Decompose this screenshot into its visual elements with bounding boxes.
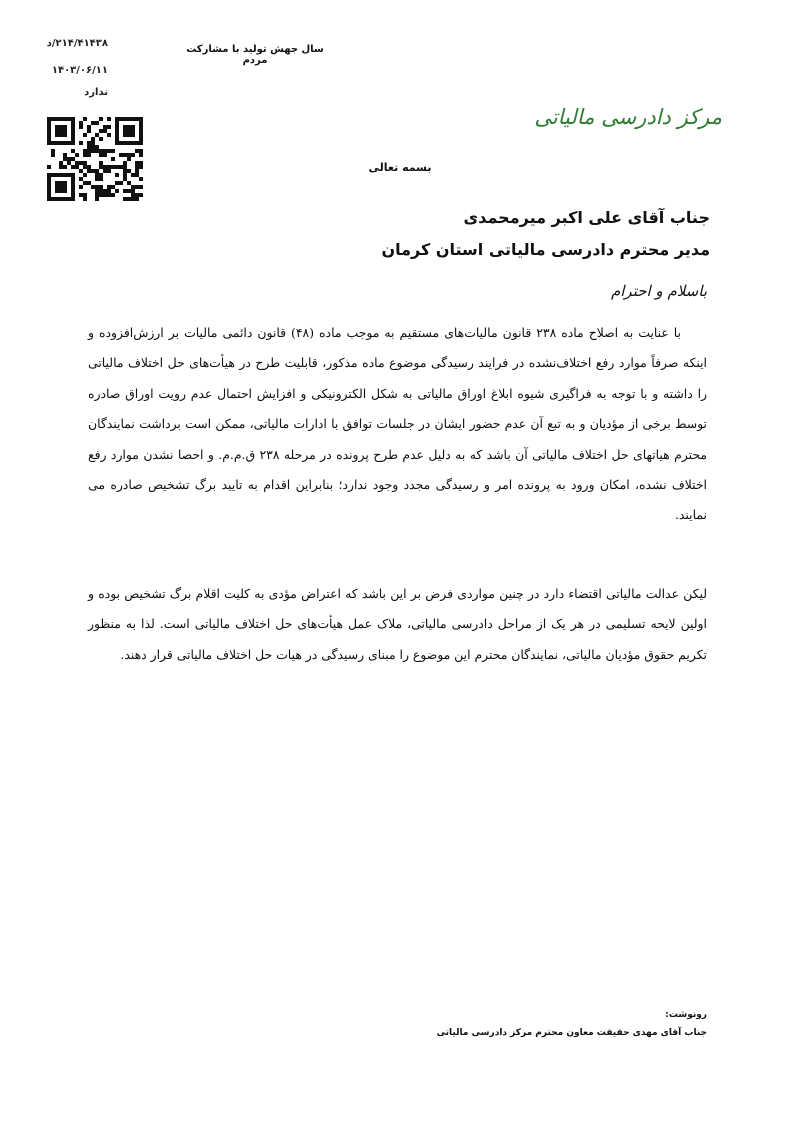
letter-attachment: ندارد xyxy=(84,87,108,98)
body-paragraph-1: با عنایت به اصلاح ماده ۲۳۸ قانون مالیات‌های مستقیم به موجب ماده (۴۸) قانون دائمی مالیات بر ارزش‌افزوده و اینکه صرفاً موارد رفع اختلاف‌نشده در فرایند رسیدگی موضوع ماده مذکور، قابلیت طرح در هیأت‌های حل اختلاف مالیاتی را داشته و با توجه به فراگیری شیوه ابلاغ اوراق مالیاتی به شکل الکترونیکی و افزایش احتمال عدم رویت اوراق صادره توسط برخی از مؤدیان و به تبع آن عدم حضور ایشان در جلسات توافق با ادارات مالیاتی، ممکن است برداشت نمایندگان محترم هیاتهای حل اختلاف مالیاتی آن باشد که به دلیل عدم طرح پرونده در مرحله ۲۳۸ ق.م.م. و احصا نشدن موارد رفع اختلاف نشده، امکان ورود به پرونده امر و رسیدگی مجدد وجود ندارد؛ بنابراین اقدام به تایید برگ تشخیص صادره می نمایند. xyxy=(88,325,707,523)
body-paragraph-2: لیکن عدالت مالیاتی اقتضاء دارد در چنین مواردی فرض بر این باشد که اعتراض مؤدی به کلیت اقلام برگ تشخیص بوده و اولین لایحه تسلیمی در هر یک از مراحل دادرسی مالیاتی، ملاک عمل هیأت‌های حل اختلاف مالیاتی است. لذا به منظور تکریم حقوق مؤدیان مالیاتی، نمایندگان محترم این موضوع را مبنای رسیدگی در هیات حل اختلاف مالیاتی قرار دهند. xyxy=(88,586,707,662)
addressee-name: جناب آقای علی اکبر میرمحمدی xyxy=(463,208,710,227)
invocation: بسمه تعالی xyxy=(368,161,432,174)
year-slogan: سال جهش تولید با مشارکت مردم xyxy=(186,44,324,66)
organization-logo: مرکز دادرسی مالیاتی xyxy=(534,105,722,129)
letter-number: ۲۱۴/۴۱۴۳۸/د xyxy=(46,38,108,49)
cc-recipient: جناب آقای مهدی حقیقت معاون محترم مرکز دادرسی مالیاتی xyxy=(436,1028,707,1038)
letter-date: ۱۴۰۳/۰۶/۱۱ xyxy=(51,65,108,76)
cc-label: رونوشت: xyxy=(665,1010,707,1020)
greeting: باسلام و احترام xyxy=(610,282,707,300)
qr-code-icon xyxy=(47,117,143,201)
addressee-title: مدیر محترم دادرسی مالیاتی استان کرمان xyxy=(381,240,710,259)
